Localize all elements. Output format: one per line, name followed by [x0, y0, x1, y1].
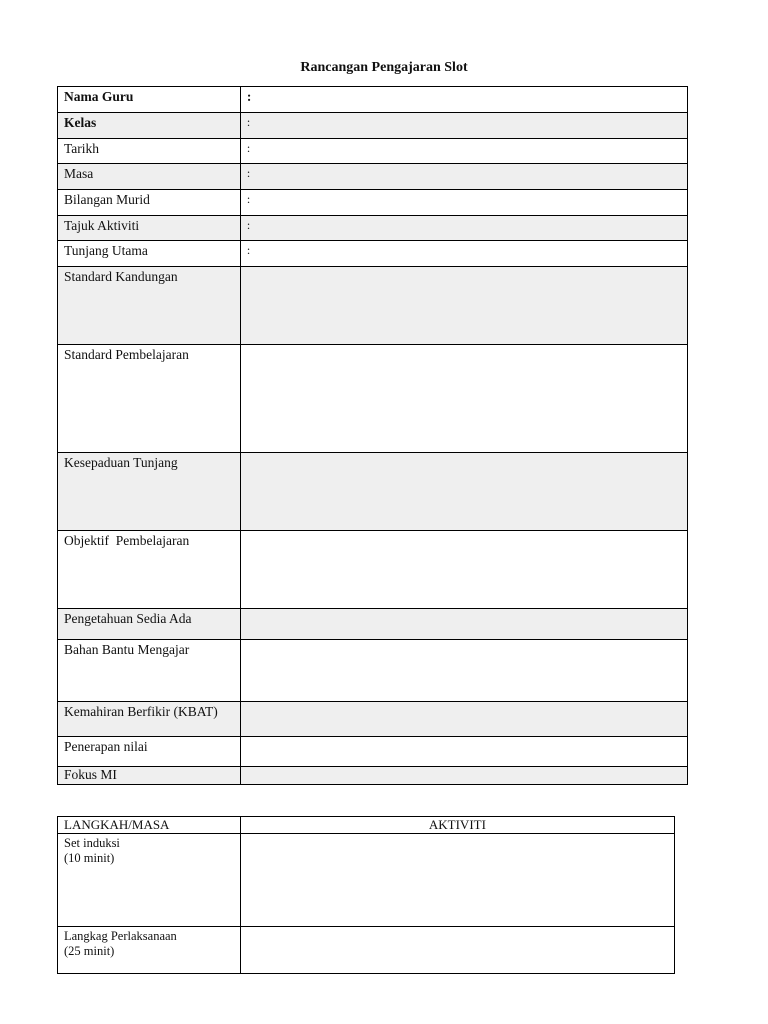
form-row-fokus-mi [58, 767, 688, 785]
form-row-kesepaduan-tunjang [58, 453, 688, 531]
form-value-field[interactable]: : [240, 241, 687, 267]
activity-steps-table [57, 816, 675, 974]
form-label: Standard Kandungan [58, 267, 241, 345]
form-label: Kemahiran Berfikir (KBAT) [58, 702, 241, 737]
form-label: Tunjang Utama [58, 241, 241, 267]
step-name: Set induksi [64, 836, 120, 850]
header-langkah-masa: LANGKAH/MASA [58, 817, 241, 834]
form-row-tajuk-aktiviti [58, 216, 688, 241]
form-row-standard-pembelajaran [58, 345, 688, 453]
form-row-tarikh [58, 139, 688, 164]
form-value-field[interactable] [240, 453, 687, 531]
form-value-field[interactable]: : [240, 139, 687, 164]
form-row-tunjang-utama [58, 241, 688, 267]
step-cell [58, 927, 241, 974]
steps-row-set-induksi [58, 834, 675, 927]
form-value-field[interactable]: : [240, 87, 687, 113]
form-label: Tajuk Aktiviti [58, 216, 241, 241]
form-value-field[interactable]: : [240, 164, 687, 190]
form-label: Standard Pembelajaran [58, 345, 241, 453]
steps-row-perlaksanaan [58, 927, 675, 974]
form-value-field[interactable] [240, 609, 687, 640]
form-row-pengetahuan-sedia-ada [58, 609, 688, 640]
steps-header-row [58, 817, 675, 834]
form-row-masa [58, 164, 688, 190]
step-time: (10 minit) [64, 851, 115, 865]
form-row-kelas [58, 113, 688, 139]
form-value-field[interactable] [240, 702, 687, 737]
form-value-field[interactable] [240, 267, 687, 345]
form-row-nama-guru [58, 87, 688, 113]
form-value-field[interactable] [240, 767, 687, 785]
form-label: Nama Guru [58, 87, 241, 113]
step-name: Langkag Perlaksanaan [64, 929, 177, 943]
activity-field[interactable] [240, 834, 674, 927]
document-title: Rancangan Pengajaran Slot [300, 60, 468, 75]
form-label: Tarikh [58, 139, 241, 164]
step-cell [58, 834, 241, 927]
form-row-bilangan-murid [58, 190, 688, 216]
form-value-field[interactable]: : [240, 216, 687, 241]
form-label: Pengetahuan Sedia Ada [58, 609, 241, 640]
form-row-standard-kandungan [58, 267, 688, 345]
activity-field[interactable] [240, 927, 674, 974]
lesson-plan-form [57, 86, 688, 785]
form-value-field[interactable] [240, 737, 687, 767]
form-value-field[interactable]: : [240, 190, 687, 216]
header-aktiviti: AKTIVITI [240, 817, 674, 834]
form-label: Kesepaduan Tunjang [58, 453, 241, 531]
form-label: Penerapan nilai [58, 737, 241, 767]
form-label: Kelas [58, 113, 241, 139]
form-value-field[interactable] [240, 531, 687, 609]
form-value-field[interactable]: : [240, 113, 687, 139]
form-label: Objektif Pembelajaran [58, 531, 241, 609]
form-label: Fokus MI [58, 767, 241, 785]
form-label: Masa [58, 164, 241, 190]
form-label: Bilangan Murid [58, 190, 241, 216]
form-value-field[interactable] [240, 345, 687, 453]
form-row-bahan-bantu-mengajar [58, 640, 688, 702]
form-row-kemahiran-berfikir [58, 702, 688, 737]
form-row-penerapan-nilai [58, 737, 688, 767]
form-row-objektif-pembelajaran [58, 531, 688, 609]
form-value-field[interactable] [240, 640, 687, 702]
step-time: (25 minit) [64, 944, 115, 958]
form-label: Bahan Bantu Mengajar [58, 640, 241, 702]
